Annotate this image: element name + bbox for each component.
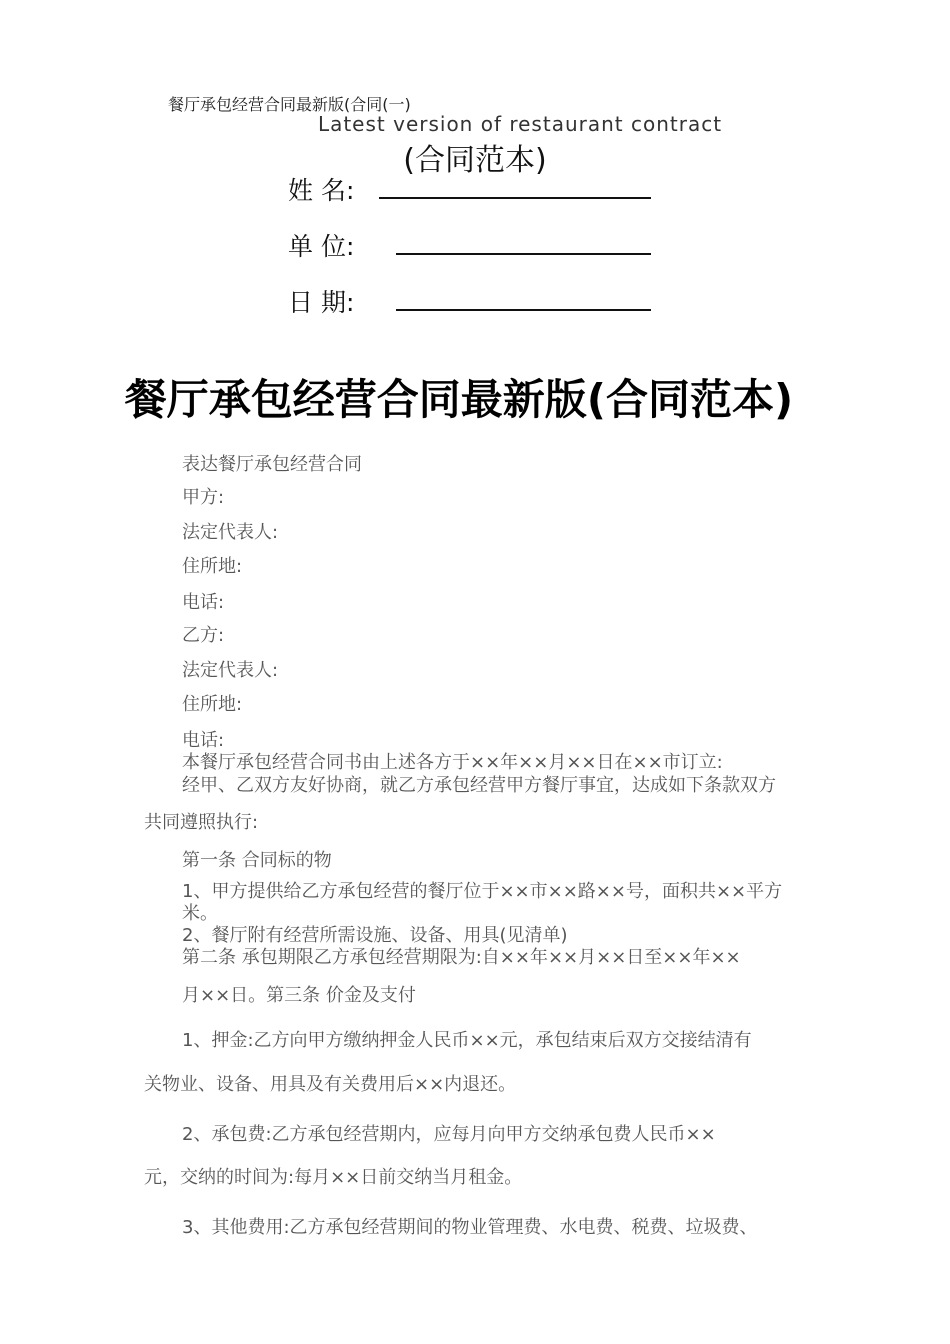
paragraph: 电话: [182, 730, 225, 751]
paragraph: 经甲、乙双方友好协商，就乙方承包经营甲方餐厅事宜，达成如下条款双方 [182, 775, 776, 796]
paragraph: 本餐厅承包经营合同书由上述各方于××年××月××日在××市订立: [182, 752, 723, 773]
document-title: 餐厅承包经营合同最新版(合同范本) [124, 375, 794, 424]
paragraph: 2、承包费:乙方承包经营期内，应每月向甲方交纳承包费人民币×× [182, 1124, 716, 1145]
paragraph: 1、甲方提供给乙方承包经营的餐厅位于××市××路××号，面积共××平方 [182, 881, 783, 902]
paragraph: 表达餐厅承包经营合同 [182, 454, 362, 475]
paragraph: 第二条 承包期限乙方承包经营期限为:自××年××月××日至××年×× [182, 947, 741, 968]
field-name-line [379, 197, 651, 199]
cover-header-english: Latest version of restaurant contract [317, 112, 723, 136]
paragraph: 电话: [182, 592, 225, 613]
paragraph: 2、餐厅附有经营所需设施、设备、用具(见清单) [182, 925, 568, 946]
paragraph: 乙方: [182, 625, 225, 646]
field-date-label: 日 期: [288, 288, 355, 317]
paragraph: 甲方: [182, 487, 225, 508]
field-name-label: 姓 名: [288, 176, 355, 205]
paragraph: 第一条 合同标的物 [182, 850, 332, 871]
field-date-line [396, 309, 651, 311]
cover-header-subtitle: (合同范本) [403, 143, 547, 178]
paragraph: 元，交纳的时间为:每月××日前交纳当月租金。 [144, 1167, 523, 1188]
paragraph: 住所地: [182, 556, 243, 577]
paragraph: 月××日。第三条 价金及支付 [182, 985, 416, 1006]
field-unit-label: 单 位: [288, 232, 355, 261]
paragraph: 1、押金:乙方向甲方缴纳押金人民币××元，承包结束后双方交接结清有 [182, 1030, 752, 1051]
paragraph: 3、其他费用:乙方承包经营期间的物业管理费、水电费、税费、垃圾费、 [182, 1217, 758, 1238]
paragraph: 法定代表人: [182, 660, 279, 681]
cover-header-small: 餐厅承包经营合同最新版(合同(一) [168, 95, 411, 114]
paragraph: 住所地: [182, 694, 243, 715]
paragraph: 法定代表人: [182, 522, 279, 543]
field-unit-line [396, 253, 651, 255]
paragraph: 米。 [182, 903, 218, 924]
paragraph: 共同遵照执行: [144, 812, 259, 833]
paragraph: 关物业、设备、用具及有关费用后××内退还。 [144, 1074, 517, 1095]
